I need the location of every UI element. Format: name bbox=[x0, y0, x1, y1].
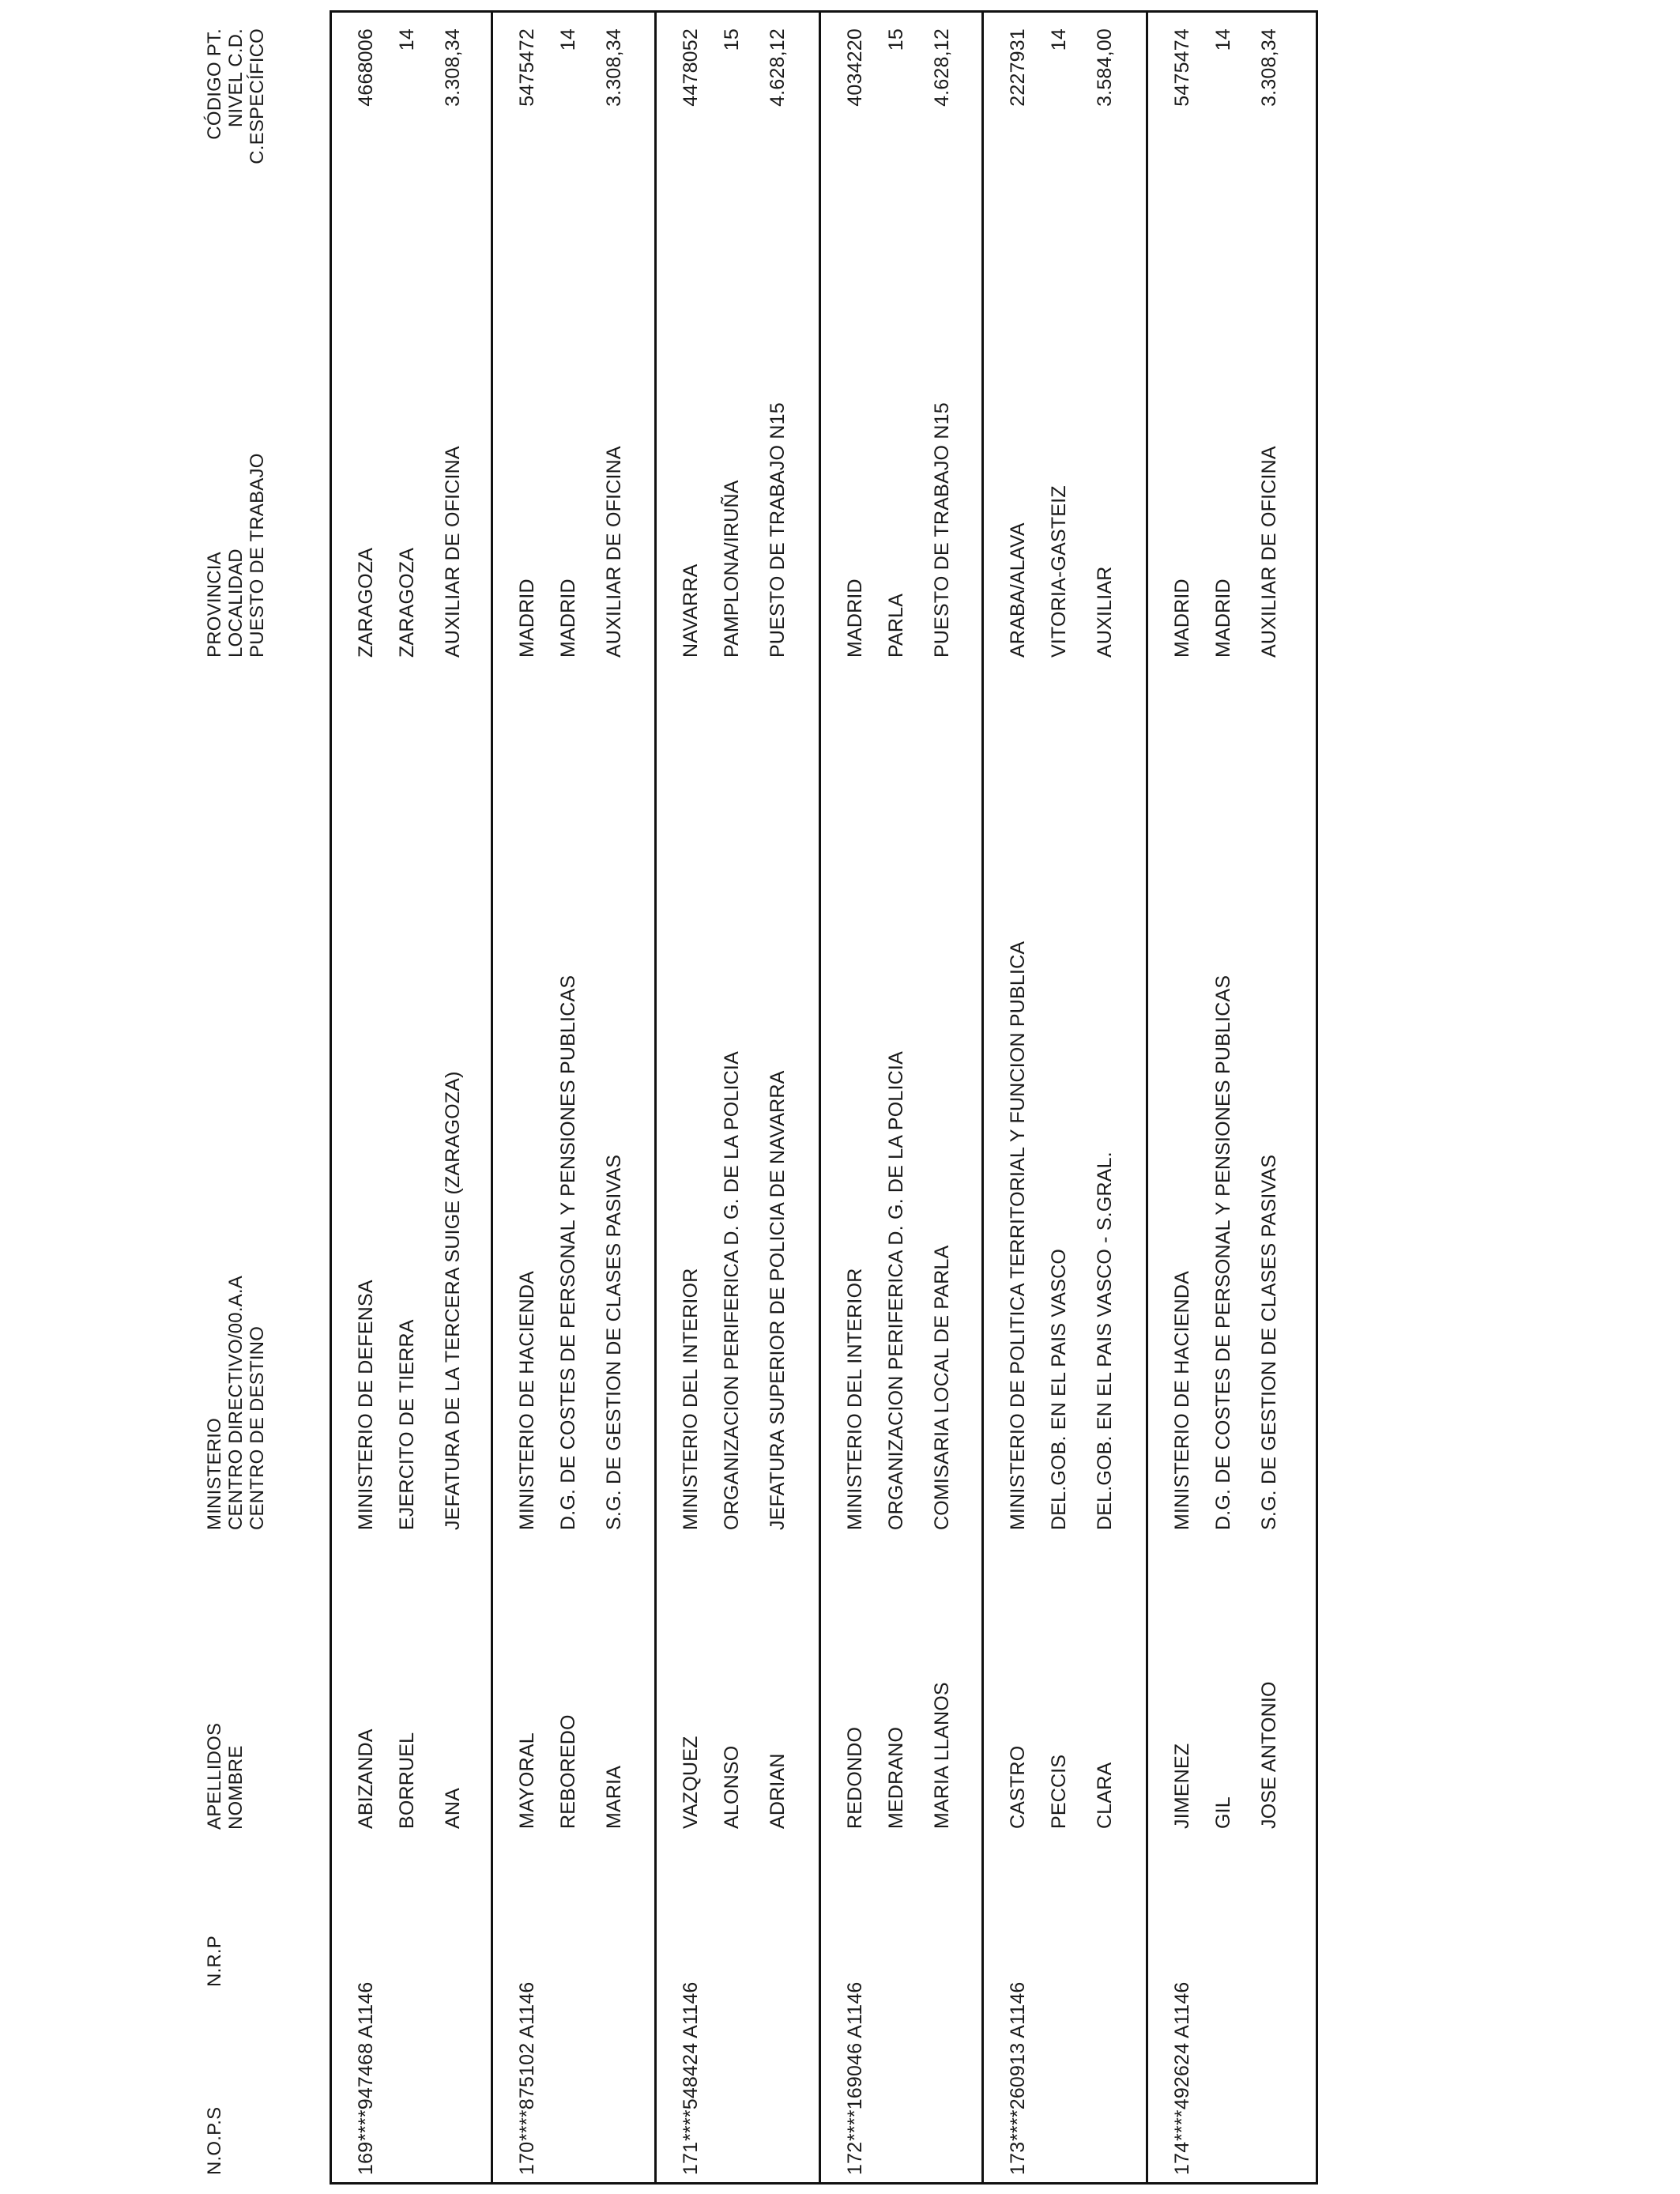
row-separator bbox=[654, 10, 657, 2185]
centro-destino: S.G. DE GESTION DE CLASES PASIVAS bbox=[1258, 1154, 1280, 1530]
localidad: MADRID bbox=[557, 579, 579, 658]
nivel-cd: 14 bbox=[396, 28, 418, 51]
nops-number: 171 bbox=[680, 2141, 702, 2175]
nombre: JOSE ANTONIO bbox=[1258, 1681, 1280, 1829]
ministerio: MINISTERIO DE HACIENDA bbox=[516, 1270, 538, 1530]
nrp-value: ****875102 A1146 bbox=[516, 1981, 538, 2141]
header-apellidos bbox=[204, 1723, 247, 1830]
puesto-trabajo: AUXILIAR DE OFICINA bbox=[603, 446, 625, 658]
ministerio: MINISTERIO DE POLITICA TERRITORIAL Y FUNCION PUBLICA bbox=[1007, 941, 1029, 1530]
header-nops bbox=[204, 2107, 225, 2175]
complemento-especifico: 3.584,00 bbox=[1094, 28, 1116, 107]
header-nivel-line: NIVEL C.D. bbox=[225, 28, 247, 128]
header-centro-directivo-line: CENTRO DIRECTIVO/00.A.A bbox=[225, 1276, 247, 1530]
nivel-cd: 15 bbox=[885, 28, 907, 51]
nrp-value: ****548424 A1146 bbox=[680, 1981, 702, 2141]
nops-number: 173 bbox=[1007, 2141, 1029, 2175]
nivel-cd: 15 bbox=[721, 28, 743, 51]
header-nombre-line: NOMBRE bbox=[225, 1745, 247, 1830]
nrp-value: ****947468 A1146 bbox=[355, 1981, 377, 2141]
puesto-trabajo: AUXILIAR DE OFICINA bbox=[1258, 446, 1280, 658]
apellido-1: MAYORAL bbox=[516, 1732, 538, 1829]
apellido-2: GIL bbox=[1212, 1796, 1234, 1829]
nombre: MARIA bbox=[603, 1765, 625, 1829]
puesto-trabajo: AUXILIAR DE OFICINA bbox=[442, 446, 464, 658]
header-provincia bbox=[204, 453, 268, 658]
nops-number: 172 bbox=[844, 2141, 866, 2175]
localidad: PARLA bbox=[885, 593, 907, 658]
header-localidad-line: LOCALIDAD bbox=[225, 548, 247, 658]
ministerio: MINISTERIO DE HACIENDA bbox=[1171, 1270, 1193, 1530]
apellido-2: REBOREDO bbox=[557, 1714, 579, 1829]
ministerio: MINISTERIO DEL INTERIOR bbox=[844, 1268, 866, 1530]
complemento-especifico: 4.628,12 bbox=[931, 28, 953, 107]
centro-directivo: ORGANIZACION PERIFERICA D. G. DE LA POLICIA bbox=[885, 1051, 907, 1530]
nrp-value: ****492624 A1146 bbox=[1171, 1981, 1193, 2141]
nops-number: 170 bbox=[516, 2141, 538, 2175]
apellido-2: ALONSO bbox=[721, 1745, 743, 1829]
apellido-2: BORRUEL bbox=[396, 1732, 418, 1829]
complemento-especifico: 3.308,34 bbox=[1258, 28, 1280, 107]
localidad: MADRID bbox=[1212, 579, 1234, 658]
codigo-pt: 4478052 bbox=[680, 28, 702, 107]
header-ministerio-line: MINISTERIO bbox=[204, 1417, 225, 1530]
centro-destino: JEFATURA DE LA TERCERA SUIGE (ZARAGOZA) bbox=[442, 1071, 464, 1530]
puesto-trabajo: PUESTO DE TRABAJO N15 bbox=[931, 402, 953, 658]
nombre: ANA bbox=[442, 1787, 464, 1829]
localidad: ZARAGOZA bbox=[396, 547, 418, 658]
nivel-cd: 14 bbox=[1212, 28, 1234, 51]
header-apellidos-line: APELLIDOS bbox=[204, 1722, 225, 1830]
codigo-pt: 2227931 bbox=[1007, 28, 1029, 107]
nombre: CLARA bbox=[1094, 1762, 1116, 1829]
apellido-2: MEDRANO bbox=[885, 1726, 907, 1829]
row-separator bbox=[819, 10, 821, 2185]
row-separator bbox=[491, 10, 493, 2185]
apellido-1: CASTRO bbox=[1007, 1745, 1029, 1829]
nrp-value: ****169046 A1146 bbox=[844, 1981, 866, 2141]
nombre: MARIA LLANOS bbox=[931, 1682, 953, 1829]
complemento-especifico: 3.308,34 bbox=[442, 28, 464, 107]
header-puesto-line: PUESTO DE TRABAJO bbox=[247, 453, 268, 658]
provincia: MADRID bbox=[516, 579, 538, 658]
centro-directivo: D.G. DE COSTES DE PERSONAL Y PENSIONES PUBLICAS bbox=[557, 974, 579, 1530]
provincia: MADRID bbox=[1171, 579, 1193, 658]
puesto-trabajo: PUESTO DE TRABAJO N15 bbox=[767, 402, 789, 658]
nivel-cd: 14 bbox=[1048, 28, 1070, 51]
provincia: ARABA/ALAVA bbox=[1007, 522, 1029, 658]
localidad: VITORIA-GASTEIZ bbox=[1048, 485, 1070, 658]
header-nops-label: N.O.P.S bbox=[204, 2106, 225, 2175]
ministerio: MINISTERIO DE DEFENSA bbox=[355, 1280, 377, 1530]
apellido-2: PECCIS bbox=[1048, 1754, 1070, 1829]
nrp-value: ****260913 A1146 bbox=[1007, 1981, 1029, 2141]
header-nrp bbox=[204, 1936, 225, 1987]
nops-number: 169 bbox=[355, 2141, 377, 2175]
centro-destino: DEL.GOB. EN EL PAIS VASCO - S.GRAL. bbox=[1094, 1152, 1116, 1530]
header-codigo-line: CÓDIGO PT. bbox=[204, 28, 225, 140]
codigo-pt: 5475474 bbox=[1171, 28, 1193, 107]
complemento-especifico: 3.308,34 bbox=[603, 28, 625, 107]
apellido-1: REDONDO bbox=[844, 1726, 866, 1829]
ministerio: MINISTERIO DEL INTERIOR bbox=[680, 1268, 702, 1530]
apellido-1: JIMENEZ bbox=[1171, 1743, 1193, 1829]
complemento-especifico: 4.628,12 bbox=[767, 28, 789, 107]
centro-directivo: ORGANIZACION PERIFERICA D. G. DE LA POLICIA bbox=[721, 1051, 743, 1530]
localidad: PAMPLONA/IRUÑA bbox=[721, 480, 743, 658]
apellido-1: VAZQUEZ bbox=[680, 1736, 702, 1829]
centro-destino: COMISARIA LOCAL DE PARLA bbox=[931, 1245, 953, 1530]
centro-directivo: D.G. DE COSTES DE PERSONAL Y PENSIONES PUBLICAS bbox=[1212, 974, 1234, 1530]
apellido-1: ABIZANDA bbox=[355, 1728, 377, 1829]
codigo-pt: 4034220 bbox=[844, 28, 866, 107]
codigo-pt: 5475472 bbox=[516, 28, 538, 107]
header-provincia-line: PROVINCIA bbox=[204, 552, 225, 658]
header-especifico-line: C.ESPECÍFICO bbox=[247, 28, 268, 164]
provincia: ZARAGOZA bbox=[355, 547, 377, 658]
records-table-frame bbox=[330, 10, 1318, 2185]
centro-directivo: EJERCITO DE TIERRA bbox=[396, 1319, 418, 1530]
provincia: MADRID bbox=[844, 579, 866, 658]
row-separator bbox=[981, 10, 984, 2185]
puesto-trabajo: AUXILIAR bbox=[1094, 566, 1116, 658]
nombre: ADRIAN bbox=[767, 1753, 789, 1829]
centro-directivo: DEL.GOB. EN EL PAIS VASCO bbox=[1048, 1248, 1070, 1530]
header-centro-destino-line: CENTRO DE DESTINO bbox=[247, 1325, 268, 1530]
header-nrp-label: N.R.P bbox=[204, 1935, 225, 1987]
codigo-pt: 4668006 bbox=[355, 28, 377, 107]
row-separator bbox=[1146, 10, 1148, 2185]
header-ministerio bbox=[204, 1276, 268, 1530]
nops-number: 174 bbox=[1171, 2141, 1193, 2175]
provincia: NAVARRA bbox=[680, 564, 702, 658]
centro-destino: JEFATURA SUPERIOR DE POLICIA DE NAVARRA bbox=[767, 1070, 789, 1530]
nivel-cd: 14 bbox=[557, 28, 579, 51]
header-codigo bbox=[204, 28, 268, 171]
centro-destino: S.G. DE GESTION DE CLASES PASIVAS bbox=[603, 1154, 625, 1530]
